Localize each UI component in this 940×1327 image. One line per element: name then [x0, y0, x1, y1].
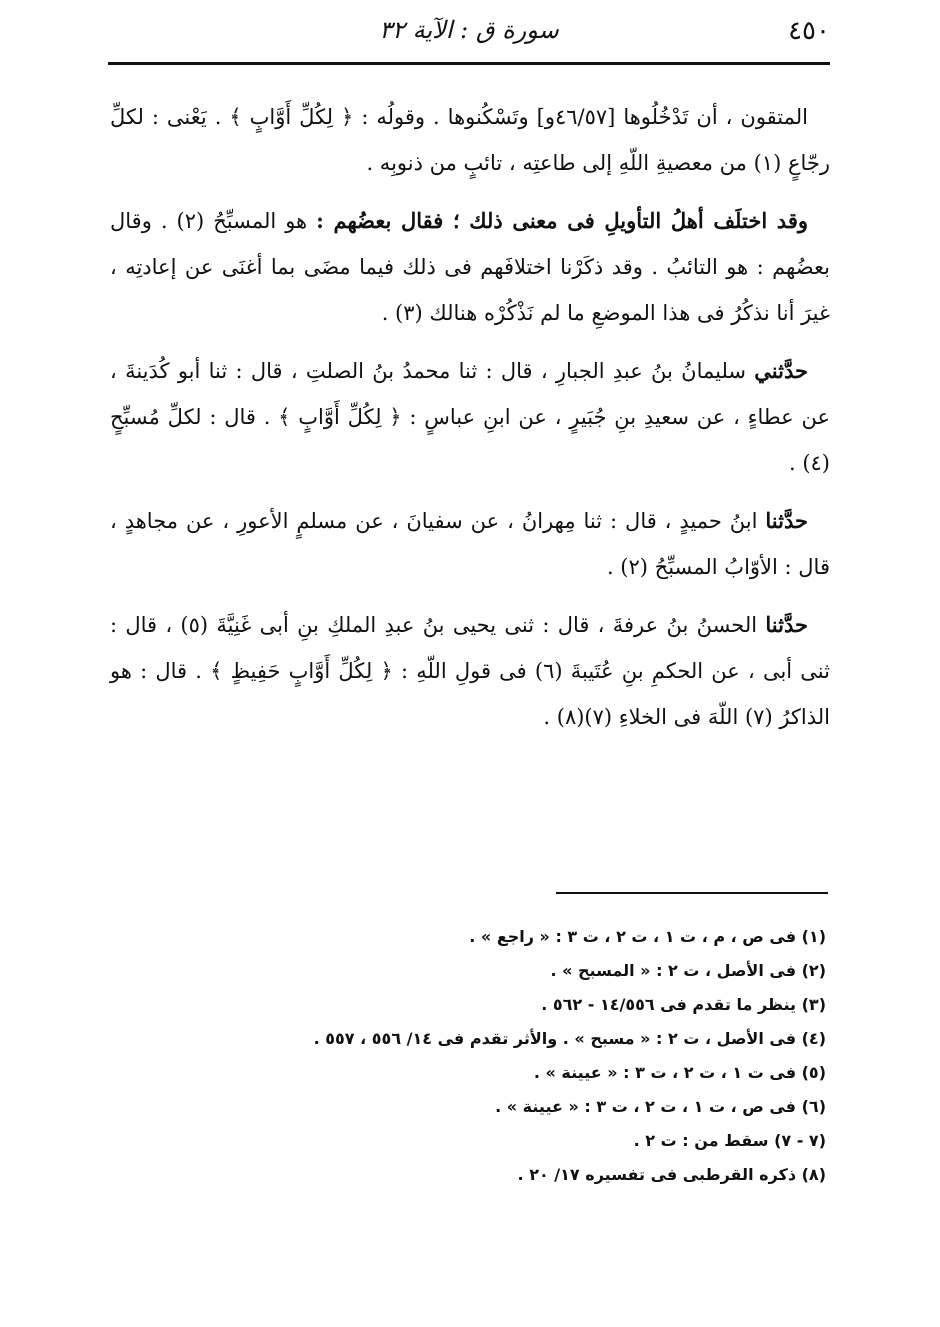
paragraph — [110, 198, 830, 336]
page-number: ٤٥٠ — [788, 16, 830, 46]
paragraph-text: هو المسبِّحُ (٢) . وقال بعضُهم : هو التائبُ . وقد ذكَرْنا اختلافَهم فى ذلك فيما مضَى بما أغنَى عن إعادتِه ، غيرَ أنا نذكُرُ فى هذا الموضعِ ما لم نَذْكُرْه هنالك (٣) . — [110, 209, 830, 325]
paragraph-text: ابنُ حميدٍ ، قال : ثنا مِهرانُ ، عن سفيانَ ، عن مسلمٍ الأعورِ ، عن مجاهدٍ ، قال : الأوّابُ المسبِّحُ (٢) . — [110, 509, 830, 579]
main-text — [110, 94, 830, 752]
footnote: (٢) فى الأصل ، ت ٢ : « المسبح » . — [550, 961, 826, 980]
footnote: (٣) ينظر ما تقدم فى ١٤/٥٥٦ - ٥٦٢ . — [541, 995, 826, 1014]
footnotes — [110, 920, 826, 1192]
header-rule — [108, 62, 830, 65]
paragraph-text: الحسنُ بنُ عرفةَ ، قال : ثنى يحيى بنُ عبدِ الملكِ بنِ أبى غَنِيَّةَ (٥) ، قال : ثنى أبى ، عن الحكمِ بنِ عُتَيبةَ (٦) فى قولِ اللّهِ : ﴿ لِكُلِّ أَوَّابٍ حَفِيظٍ ﴾ . قال : هو الذاكرُ (٧) اللّهَ فى الخلاءِ (٧)(٨) . — [110, 613, 830, 729]
page-header — [108, 12, 830, 56]
paragraph — [110, 602, 830, 740]
paragraph-lead: حدَّثني — [754, 358, 808, 383]
paragraph-lead: وقد اختلَف أهلُ التأويلِ فى معنى ذلك ؛ فقال بعضُهم : — [316, 208, 808, 233]
footnote-rule — [556, 892, 828, 894]
footnote: (٧ - ٧) سقط من : ت ٢ . — [633, 1131, 826, 1150]
paragraph-lead: حدَّثنا — [765, 508, 808, 533]
footnote: (٥) فى ت ١ ، ت ٢ ، ت ٣ : « عيينة » . — [533, 1063, 826, 1082]
running-title: سورة ق : الآية ٣٢ — [379, 16, 559, 44]
paragraph-text: المتقون ، أن تَدْخُلُوها [٤٦/٥٧و] وتَسْكُنوها . وقولُه : ﴿ لِكُلِّ أَوَّابٍ ﴾ . يَعْنى : لكلِّ رجّاعٍ (١) من معصيةِ اللّهِ إلى طاعتِه ، تائبٍ من ذنوبِه . — [110, 105, 830, 175]
paragraph — [110, 94, 830, 186]
paragraph-text: سليمانُ بنُ عبدِ الجبارِ ، قال : ثنا محمدُ بنُ الصلتِ ، قال : ثنا أبو كُدَينةَ ، عن عطاءٍ ، عن سعيدِ بنِ جُبَيرٍ ، عن ابنِ عباسٍ : ﴿ لِكُلِّ أَوَّابٍ ﴾ . قال : لكلِّ مُسبِّحٍ (٤) . — [110, 359, 830, 475]
paragraph-lead: حدَّثنا — [765, 612, 808, 637]
footnote: (٨) ذكره القرطبى فى تفسيره ١٧/ ٢٠ . — [517, 1165, 826, 1184]
footnote: (٦) فى ص ، ت ١ ، ت ٢ ، ت ٣ : « عيينة » . — [495, 1097, 826, 1116]
paragraph — [110, 348, 830, 486]
footnote: (٤) فى الأصل ، ت ٢ : « مسبح » . والأثر تقدم فى ١٤/ ٥٥٦ ، ٥٥٧ . — [313, 1029, 826, 1048]
paragraph — [110, 498, 830, 590]
footnote: (١) فى ص ، م ، ت ١ ، ت ٢ ، ت ٣ : « راجع » . — [469, 927, 826, 946]
